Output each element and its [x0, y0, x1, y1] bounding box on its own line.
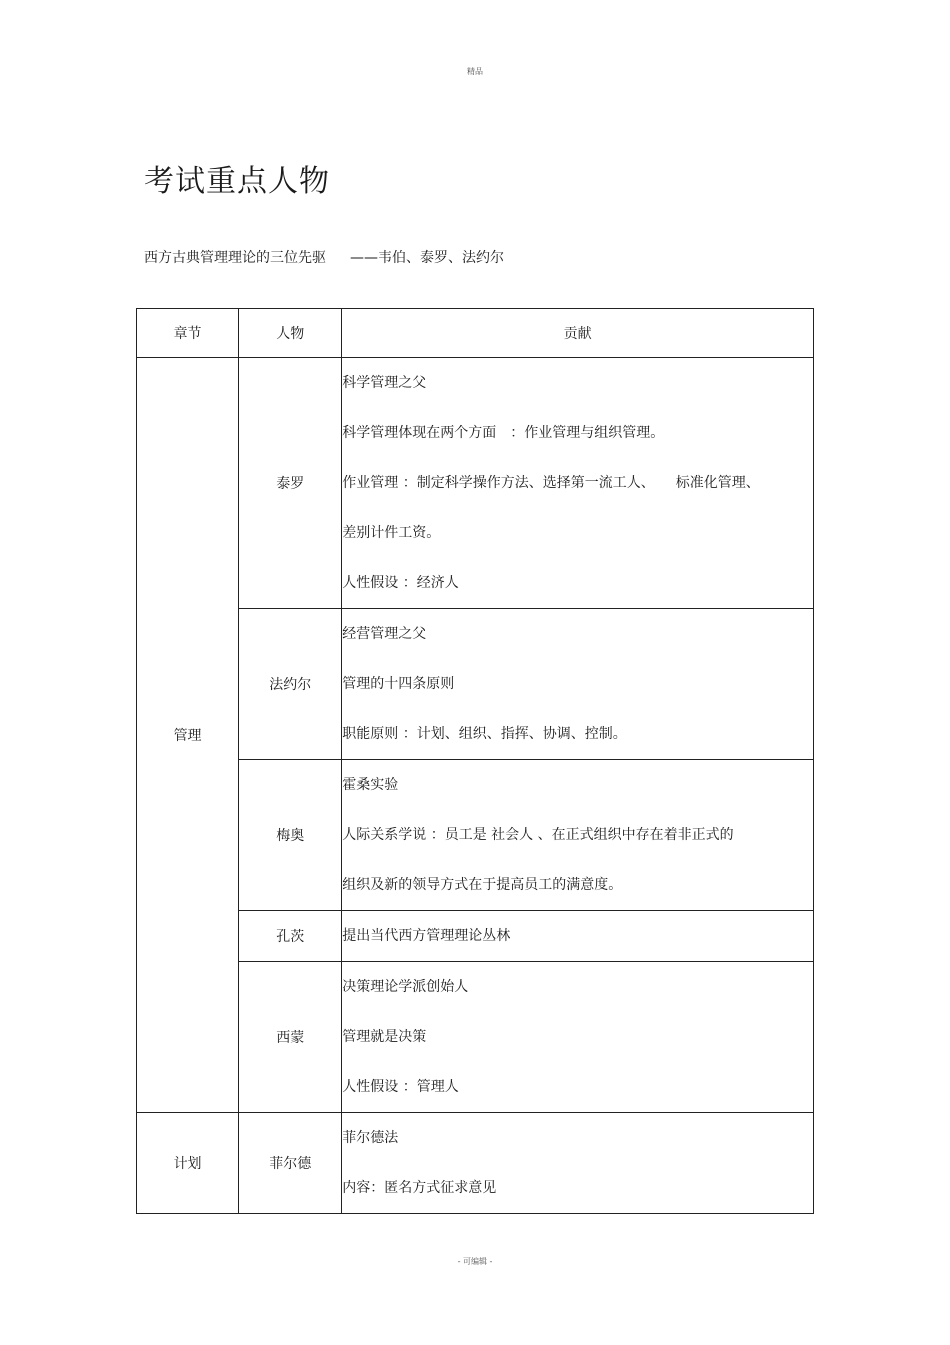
header-contribution: 贡献 — [342, 309, 814, 358]
contribution-cell — [342, 358, 814, 609]
contribution-cell — [342, 1113, 814, 1214]
table-row — [137, 911, 814, 962]
contribution-line: 内容：匿名方式征求意见 — [342, 1180, 497, 1196]
table-row — [137, 760, 814, 911]
contribution-cell — [342, 609, 814, 760]
contribution-line: 科学管理体现在两个方面 ：作业管理与组织管理。 — [342, 425, 665, 441]
subtitle-pioneers: ——韦伯、泰罗、法约尔 — [350, 250, 504, 266]
contribution-line: 管理就是决策 — [342, 1029, 427, 1045]
person-cell: 孔茨 — [239, 911, 342, 962]
contribution-line: 作业管理 ：制定科学操作方法、选择第一流工人、 标准化管理、 — [342, 475, 760, 491]
contribution-line: 决策理论学派创始人 — [342, 979, 469, 995]
person-cell: 梅奥 — [239, 760, 342, 911]
chapter-cell-management: 管理 — [137, 358, 239, 1113]
table-row — [137, 962, 814, 1113]
contribution-line: 人性假设 ：管理人 — [342, 1079, 459, 1095]
table-header-row — [137, 309, 814, 358]
contribution-line: 职能原则 ：计划、组织、指挥、协调、控制。 — [342, 726, 627, 742]
contribution-line: 人际关系学说 ：员工是 社会人 、在正式组织中存在着非正式的 — [342, 827, 734, 843]
subtitle-text: 西方古典管理理论的三位先驱 — [144, 250, 326, 266]
header-chapter: 章节 — [137, 309, 239, 358]
contribution-line: 人性假设 ：经济人 — [342, 575, 459, 591]
contribution-line: 科学管理之父 — [342, 375, 427, 391]
contribution-line: 霍桑实验 — [342, 777, 399, 793]
contribution-line: 提出当代西方管理理论丛林 — [342, 928, 511, 944]
chapter-cell-planning: 计划 — [137, 1113, 239, 1214]
contribution-cell — [342, 760, 814, 911]
person-cell: 菲尔德 — [239, 1113, 342, 1214]
header-person: 人物 — [239, 309, 342, 358]
table-row — [137, 358, 814, 609]
contribution-cell — [342, 911, 814, 962]
contribution-cell — [342, 962, 814, 1113]
person-cell: 西蒙 — [239, 962, 342, 1113]
contribution-line: 菲尔德法 — [342, 1130, 399, 1146]
footer-watermark: - 可编辑 - — [457, 1257, 493, 1266]
contribution-line: 差别计件工资。 — [342, 525, 441, 541]
table-row — [137, 1113, 814, 1214]
person-cell: 法约尔 — [239, 609, 342, 760]
key-figures-table — [136, 308, 814, 1214]
contribution-line: 管理的十四条原则 — [342, 676, 455, 692]
header-watermark: 精品 — [467, 67, 483, 76]
table-row — [137, 609, 814, 760]
contribution-line: 经营管理之父 — [342, 626, 427, 642]
contribution-line: 组织及新的领导方式在于提高员工的满意度。 — [342, 877, 623, 893]
subtitle — [144, 247, 504, 267]
person-cell: 泰罗 — [239, 358, 342, 609]
page-title: 考试重点人物 — [144, 164, 330, 199]
